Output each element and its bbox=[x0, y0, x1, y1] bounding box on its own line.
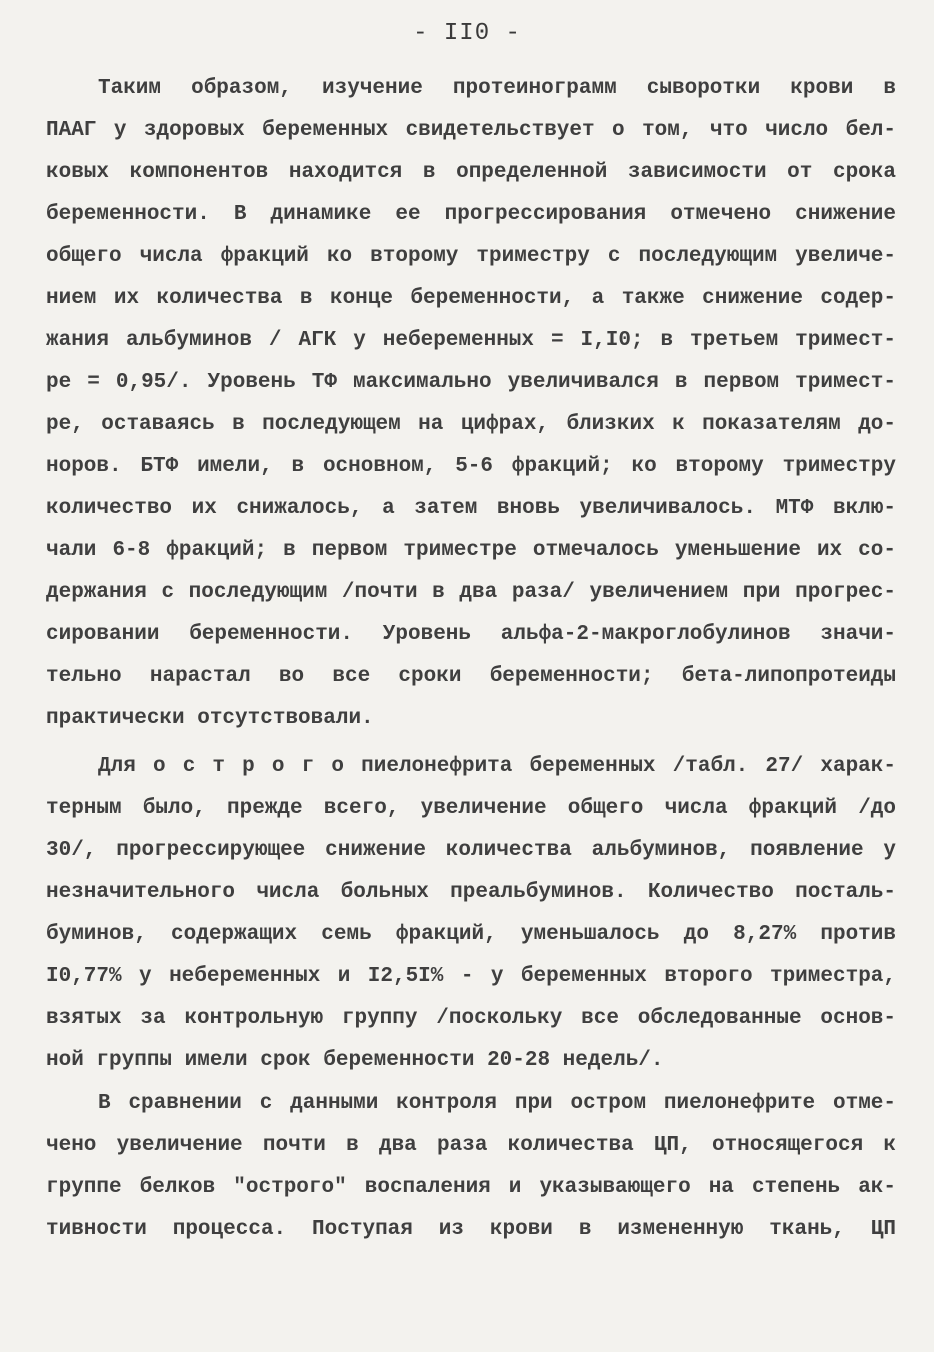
text-line: В сравнении с данными контроля при остром пиелонефрите отме- bbox=[98, 1092, 896, 1115]
text-line: Таким образом, изучение протеинограмм сыворотки крови в bbox=[98, 77, 896, 100]
text-line: терным было, прежде всего, увеличение общего числа фракций /до bbox=[46, 797, 896, 820]
text-line: ре, оставаясь в последующем на цифрах, близких к показателям до- bbox=[46, 413, 896, 436]
paragraph-2 bbox=[46, 746, 896, 1082]
text-line: взятых за контрольную группу /поскольку все обследованные основ- bbox=[46, 1007, 896, 1030]
text-line: чали 6-8 фракций; в первом триместре отмечалось уменьшение их со- bbox=[46, 539, 896, 562]
text-line: ПААГ у здоровых беременных свидетельствует о том, что число бел- bbox=[46, 119, 896, 142]
text-line: нием их количества в конце беременности, а также снижение содер- bbox=[46, 287, 896, 310]
text-line: тельно нарастал во все сроки беременности; бета-липопротеиды bbox=[46, 665, 896, 688]
page-number: - II0 - bbox=[413, 20, 521, 47]
text-line: Для о с т р о г о пиелонефрита беременных /табл. 27/ харак- bbox=[98, 755, 896, 778]
text-line: ковых компонентов находится в определенной зависимости от срока bbox=[46, 161, 896, 184]
text-line: жания альбуминов / АГК у небеременных = I,I0; в третьем тримест- bbox=[46, 329, 896, 352]
text-line: незначительного числа больных преальбуминов. Количество посталь- bbox=[46, 881, 896, 904]
text-line: общего числа фракций ко второму триместру с последующим увеличе- bbox=[46, 245, 896, 268]
text-line: 30/, прогрессирующее снижение количества альбуминов, появление у bbox=[46, 839, 896, 862]
text-line: держания с последующим /почти в два раза/ увеличением при прогрес- bbox=[46, 581, 896, 604]
text-line: группе белков "острого" воспаления и указывающего на степень ак- bbox=[46, 1176, 896, 1199]
text-line: практически отсутствовали. bbox=[46, 707, 374, 730]
text-line: I0,77% у небеременных и I2,5I% - у беременных второго триместра, bbox=[46, 965, 896, 988]
text-line: сировании беременности. Уровень альфа-2-макроглобулинов значи- bbox=[46, 623, 896, 646]
text-line: беременности. В динамике ее прогрессирования отмечено снижение bbox=[46, 203, 896, 226]
text-line: тивности процесса. Поступая из крови в измененную ткань, ЦП bbox=[46, 1218, 896, 1241]
text-line: количество их снижалось, а затем вновь увеличивалось. МТФ вклю- bbox=[46, 497, 896, 520]
text-line: буминов, содержащих семь фракций, уменьшалось до 8,27% против bbox=[46, 923, 896, 946]
text-line: чено увеличение почти в два раза количества ЦП, относящегося к bbox=[46, 1134, 896, 1157]
text-line: норов. БТФ имели, в основном, 5-6 фракций; ко второму триместру bbox=[46, 455, 896, 478]
text-line: ре = 0,95/. Уровень ТФ максимально увеличивался в первом тримест- bbox=[46, 371, 896, 394]
paragraph-1 bbox=[46, 68, 896, 740]
text-line: ной группы имели срок беременности 20-28 недель/. bbox=[46, 1049, 664, 1072]
paragraph-3 bbox=[46, 1083, 896, 1251]
